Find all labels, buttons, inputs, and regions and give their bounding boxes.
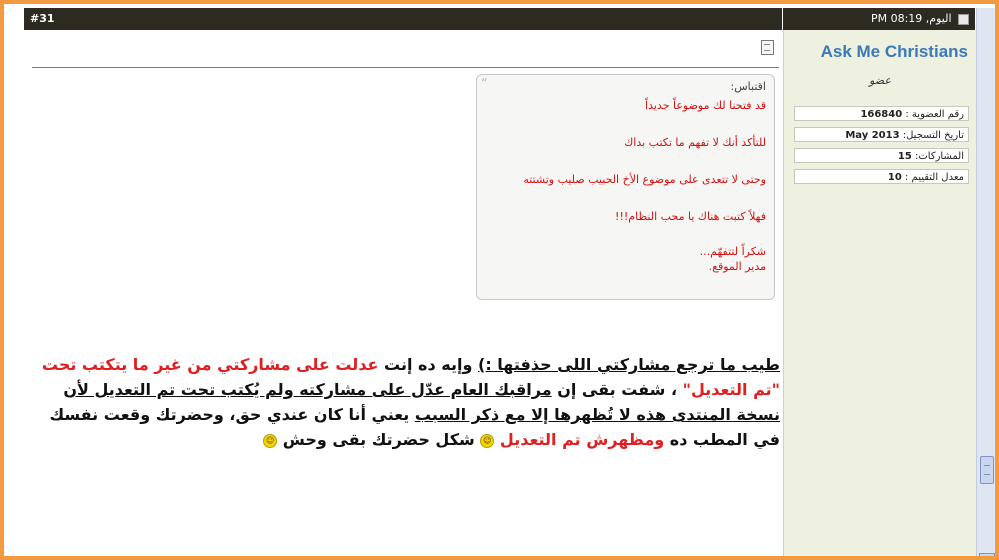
- user-title: عضو: [869, 74, 891, 87]
- post-time: 08:19 PM: [870, 12, 923, 25]
- quote-line: فهلاً كتبت هناك يا محب النظام!!!: [615, 210, 766, 223]
- post-date-bar: [783, 8, 975, 30]
- smiley-icon: ☺: [263, 434, 277, 448]
- smiley-icon: ☺: [480, 434, 494, 448]
- quote-line: للتأكد أنك لا تفهم ما تكتب بداك: [624, 136, 766, 149]
- stat-value: 10: [887, 172, 902, 183]
- username-link[interactable]: Ask Me Christians: [820, 42, 968, 61]
- quote-line: قد فتحنا لك موضوعاً جديداً: [645, 99, 766, 112]
- quote-label: اقتباس:: [730, 80, 766, 93]
- quote-line: شكراً لتتفهّم...: [699, 245, 766, 258]
- quote-line: مدير الموقع.: [708, 260, 766, 273]
- quote-box: [476, 74, 775, 300]
- stat-rating: [794, 169, 969, 184]
- stat-label: تاريخ التسجيل:: [902, 130, 964, 141]
- date-label: اليوم,: [925, 12, 952, 25]
- user-sidebar: [783, 30, 976, 556]
- post-number[interactable]: #31: [30, 12, 55, 25]
- scrollbar-thumb[interactable]: [980, 456, 994, 484]
- reply-text: وإيه ده إنت: [378, 355, 478, 374]
- post-frame: [4, 4, 995, 556]
- stat-join-date: [794, 127, 969, 142]
- stat-label: المشاركات:: [915, 151, 964, 162]
- stat-member-id: [794, 106, 969, 121]
- reply-text: يعني أنا كان عندي حق، وحضرتك وقعت نفسك في المطب ده: [49, 405, 780, 449]
- reply-text: مراقبك العام عدّل على مشاركته ولم يُكتب تحت تم التعديل لأن نسخة المنتدى هذه لا تُظهرها إلا مع ذكر السبب: [63, 380, 780, 424]
- post-header-bar: [24, 8, 782, 30]
- post-body: [32, 352, 780, 452]
- quote-line: وحتى لا تتعدى على موضوع الأخ الحبيب صليب وتشتته: [523, 173, 766, 186]
- scroll-down-button[interactable]: [979, 553, 995, 556]
- post-document-icon: [761, 40, 774, 55]
- post-divider: [32, 67, 779, 68]
- reply-text: طيب ما ترجع مشاركتي اللى حذفتها :): [478, 355, 780, 374]
- vertical-scrollbar[interactable]: [976, 8, 995, 556]
- stat-label: معدل التقييم :: [904, 172, 964, 183]
- stat-value: 166840: [860, 109, 903, 120]
- stat-value: 15: [897, 151, 912, 162]
- stat-label: رقم العضوية :: [905, 109, 964, 120]
- stat-posts: [794, 148, 969, 163]
- reply-highlight: ومظهرش تم التعديل: [499, 430, 665, 449]
- reply-highlight: عدلت على مشاركتي من غير ما يتكتب تحت "تم التعديل": [41, 355, 780, 399]
- quote-marks-icon: “: [481, 77, 488, 92]
- stat-value: May 2013: [845, 130, 900, 141]
- reply-text: ، شفت بقى إن: [551, 380, 683, 399]
- reply-text: شكل حضرتك بقى وحش: [277, 430, 481, 449]
- post-status-icon: [958, 14, 969, 25]
